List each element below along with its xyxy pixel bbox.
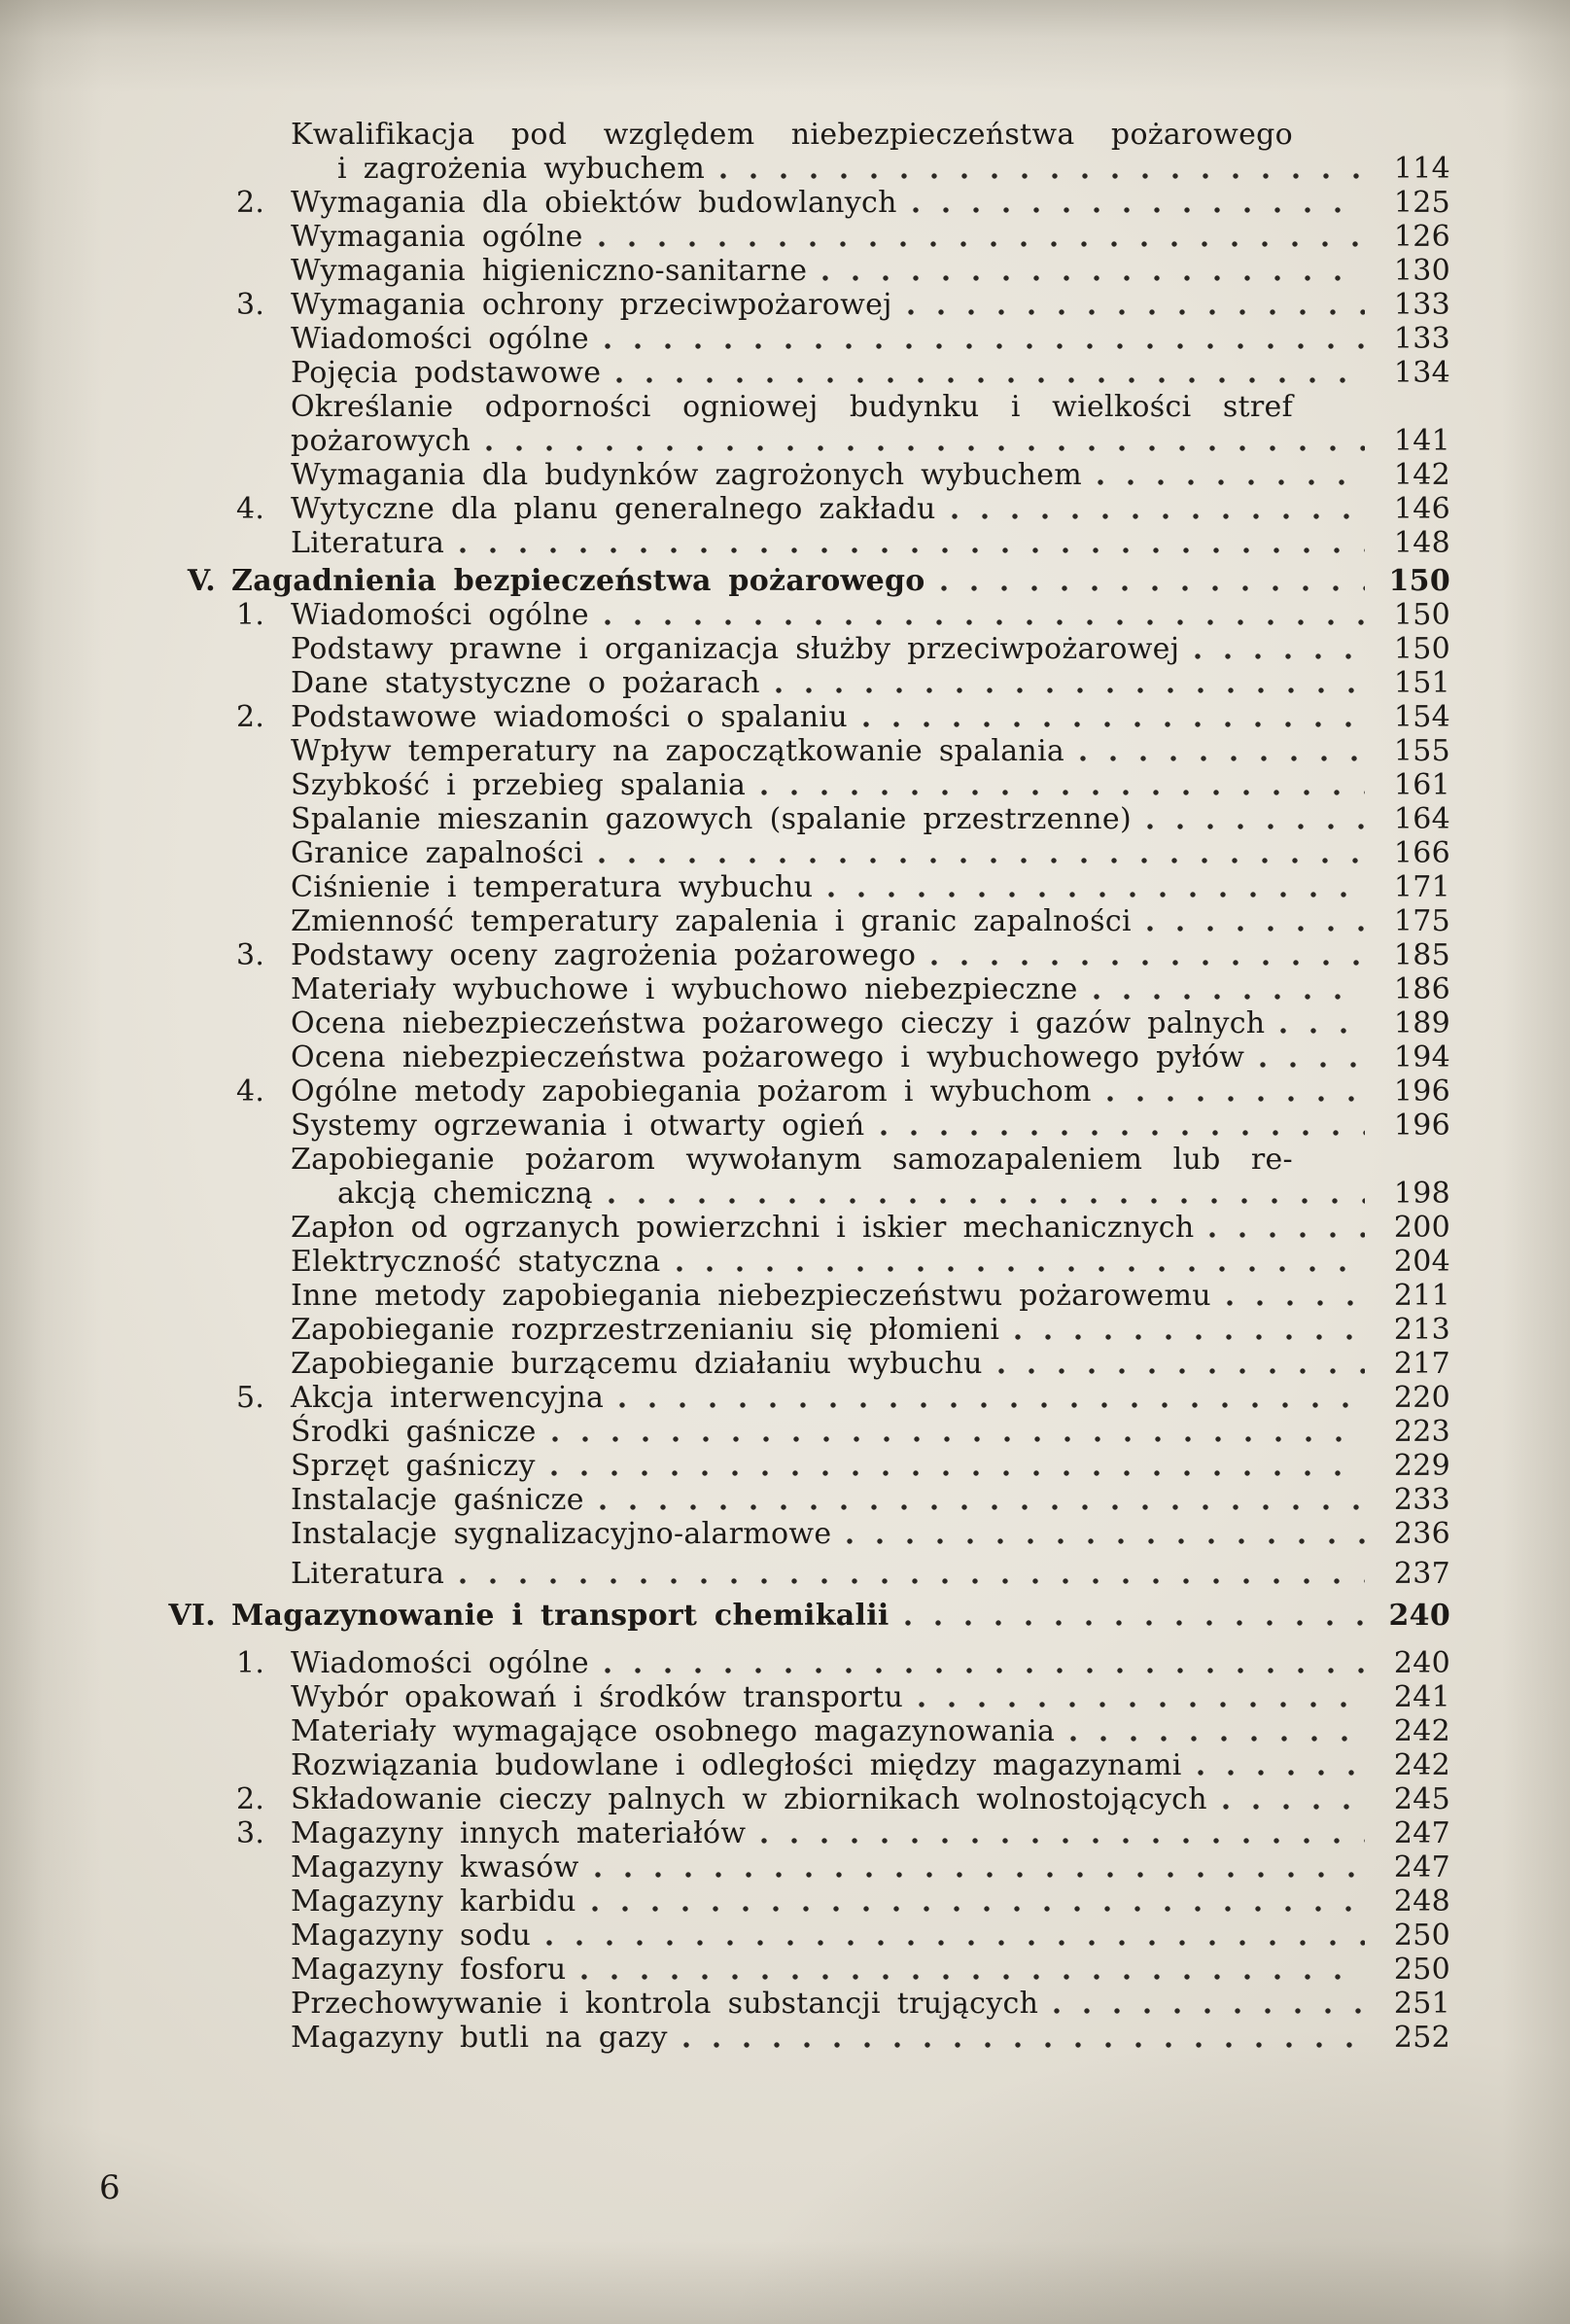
toc-row (0, 700, 1450, 734)
toc-row-page: 198 (1393, 1177, 1450, 1211)
toc-row-page: 233 (1393, 1483, 1450, 1517)
dot-leader (592, 1884, 1365, 1919)
toc-row (0, 734, 1450, 768)
toc-row-page: 148 (1393, 526, 1450, 560)
toc-row (0, 1143, 1450, 1177)
dot-leader (1209, 1211, 1365, 1245)
toc-row-page: 211 (1393, 1279, 1450, 1313)
toc-row-page: 217 (1393, 1347, 1450, 1381)
toc-row (0, 666, 1450, 700)
toc-row-title: Zagadnienia bezpieczeństwa pożarowego (231, 564, 925, 598)
toc-row-title: Wymagania dla obiektów budowlanych (291, 186, 897, 220)
toc-row-title: Magazynowanie i transport chemikalii (231, 1599, 890, 1633)
toc-row-page: 155 (1393, 734, 1450, 768)
toc-row-title: Wiadomości ogólne (291, 322, 589, 356)
dot-leader (599, 220, 1365, 254)
toc-row-title: Dane statystyczne o pożarach (291, 666, 760, 700)
toc-row-page: 194 (1393, 1040, 1450, 1074)
toc-row-page: 166 (1393, 836, 1450, 870)
toc-row-title: Elektryczność statyczna (291, 1245, 661, 1279)
toc-row-title: Wymagania ogólne (291, 220, 583, 254)
toc-row (0, 390, 1450, 424)
dot-leader (952, 492, 1365, 526)
toc-row-number: 2. (236, 1782, 265, 1816)
toc-row-page: 134 (1393, 356, 1450, 390)
toc-row (0, 870, 1450, 904)
toc-row-title: Magazyny kwasów (291, 1850, 579, 1884)
toc-row-number: 2. (236, 700, 265, 734)
toc-row-number: 1. (236, 1646, 265, 1680)
dot-leader (941, 564, 1365, 598)
toc-row-page: 125 (1393, 186, 1450, 220)
dot-leader (683, 2021, 1365, 2055)
toc-row-page: 237 (1393, 1557, 1450, 1591)
toc-row-title: Wiadomości ogólne (291, 598, 589, 632)
toc-row (0, 1884, 1450, 1919)
toc-row (0, 1245, 1450, 1279)
toc-row-page: 251 (1393, 1987, 1450, 2021)
toc-row-title: Magazyny fosforu (291, 1953, 567, 1987)
dot-leader (546, 1919, 1365, 1953)
toc-row (0, 1074, 1450, 1109)
toc-row-page: 189 (1393, 1006, 1450, 1040)
page-number: 6 (99, 2168, 121, 2207)
dot-leader (599, 836, 1365, 870)
toc-row-page: 164 (1393, 802, 1450, 836)
toc-row-title: Zapobieganie rozprzestrzenianiu się płomieni (291, 1313, 1000, 1347)
dot-leader (908, 288, 1365, 322)
toc-row-page: 250 (1393, 1953, 1450, 1987)
toc-row-title: Podstawy oceny zagrożenia pożarowego (291, 938, 917, 972)
toc-row-page: 196 (1393, 1109, 1450, 1143)
dot-leader (761, 768, 1365, 802)
toc-row (0, 564, 1450, 598)
toc-row-title: i zagrożenia wybuchem (337, 152, 706, 186)
toc-row (0, 118, 1450, 152)
dot-leader (1147, 802, 1365, 836)
toc-row (0, 1177, 1450, 1211)
toc-row-page: 133 (1393, 322, 1450, 356)
toc-row-title: Szybkość i przebieg spalania (291, 768, 747, 802)
toc-row-page: 141 (1393, 424, 1450, 458)
toc-row (0, 254, 1450, 288)
dot-leader (776, 666, 1365, 700)
dot-leader (905, 1599, 1365, 1633)
toc-row-page: 240 (1388, 1599, 1450, 1633)
toc-row-title: Granice zapalności (291, 836, 584, 870)
dot-leader (881, 1109, 1365, 1143)
toc-row-title: Wymagania higieniczno-sanitarne (291, 254, 808, 288)
toc-row-page: 146 (1393, 492, 1450, 526)
dot-leader (486, 424, 1365, 458)
toc-row-page: 242 (1393, 1748, 1450, 1782)
dot-leader (931, 938, 1365, 972)
dot-leader (998, 1347, 1365, 1381)
toc-row-title: Akcja interwencyjna (291, 1381, 605, 1415)
toc-row (0, 1714, 1450, 1748)
toc-row (0, 904, 1450, 938)
toc-row (0, 1313, 1450, 1347)
toc-row-page: 114 (1393, 152, 1450, 186)
dot-leader (1070, 1714, 1365, 1748)
toc-row-page: 220 (1393, 1381, 1450, 1415)
dot-leader (1015, 1313, 1365, 1347)
toc-row (0, 2021, 1450, 2055)
toc-row (0, 322, 1450, 356)
dot-leader (460, 1557, 1365, 1591)
toc-row-number: 5. (236, 1381, 265, 1415)
dot-leader (677, 1245, 1365, 1279)
toc-row-number: V. (187, 564, 216, 598)
toc-row-number: 3. (236, 938, 265, 972)
toc-row (0, 1040, 1450, 1074)
toc-row-title: Wybór opakowań i środków transportu (291, 1680, 904, 1714)
toc-row-page: 196 (1393, 1074, 1450, 1109)
dot-leader (1223, 1782, 1365, 1816)
toc-row-page: 175 (1393, 904, 1450, 938)
toc-row-title: Materiały wybuchowe i wybuchowo niebezpieczne (291, 972, 1078, 1006)
toc-row (0, 356, 1450, 390)
toc-row-title: Magazyny butli na gazy (291, 2021, 668, 2055)
toc-row-title: Sprzęt gaśniczy (291, 1449, 536, 1483)
toc-row (0, 972, 1450, 1006)
toc-row (0, 1211, 1450, 1245)
toc-row-page: 240 (1393, 1646, 1450, 1680)
toc-row-page: 151 (1393, 666, 1450, 700)
dot-leader (1098, 458, 1365, 492)
toc-row (0, 632, 1450, 666)
toc-row (0, 1347, 1450, 1381)
dot-leader (460, 526, 1365, 560)
toc-row (0, 1006, 1450, 1040)
dot-leader (720, 152, 1365, 186)
toc-row-title: Ogólne metody zapobiegania pożarom i wybuchom (291, 1074, 1092, 1109)
toc-row-number: 4. (236, 1074, 265, 1109)
toc-row-page: 186 (1393, 972, 1450, 1006)
toc-row-page: 242 (1393, 1714, 1450, 1748)
toc-row (0, 836, 1450, 870)
toc-row (0, 458, 1450, 492)
dot-leader (828, 870, 1365, 904)
toc-row-title: Magazyny sodu (291, 1919, 532, 1953)
toc-row-number: 1. (236, 598, 265, 632)
toc-row (0, 598, 1450, 632)
toc-row-page: 250 (1393, 1919, 1450, 1953)
toc-row-page: 213 (1393, 1313, 1450, 1347)
dot-leader (551, 1449, 1365, 1483)
toc-row-page: 133 (1393, 288, 1450, 322)
toc-row-title: akcją chemiczną (337, 1177, 593, 1211)
toc-list (0, 118, 1450, 2055)
toc-row (0, 1953, 1450, 1987)
toc-row-title: Składowanie cieczy palnych w zbiornikach wolnostojących (291, 1782, 1207, 1816)
toc-row (0, 1599, 1450, 1633)
toc-row-page: 248 (1393, 1884, 1450, 1919)
toc-row (0, 938, 1450, 972)
toc-row (0, 526, 1450, 560)
dot-leader (616, 356, 1365, 390)
toc-row (0, 1680, 1450, 1714)
dot-leader (605, 598, 1365, 632)
toc-row-page: 130 (1393, 254, 1450, 288)
toc-row-number: 4. (236, 492, 265, 526)
toc-row (0, 768, 1450, 802)
toc-row-title: Wiadomości ogólne (291, 1646, 589, 1680)
toc-row-page: 245 (1393, 1782, 1450, 1816)
toc-row-title: Wpływ temperatury na zapoczątkowanie spalania (291, 734, 1065, 768)
dot-leader (552, 1415, 1365, 1449)
toc-row (0, 152, 1450, 186)
toc-row-page: 171 (1393, 870, 1450, 904)
toc-row (0, 1987, 1450, 2021)
toc-row (0, 1919, 1450, 1953)
toc-row-page: 223 (1393, 1415, 1450, 1449)
toc-row-page: 204 (1393, 1245, 1450, 1279)
toc-row-title: Literatura (291, 1557, 445, 1591)
toc-row-number: 3. (236, 1816, 265, 1850)
dot-leader (605, 322, 1365, 356)
toc-row (0, 288, 1450, 322)
dot-leader (863, 700, 1365, 734)
dot-leader (581, 1953, 1365, 1987)
toc-row-title: Rozwiązania budowlane i odległości między magazynami (291, 1748, 1182, 1782)
toc-row-title: Inne metody zapobiegania niebezpieczeństwu pożarowemu (291, 1279, 1211, 1313)
toc-row-title: Ocena niebezpieczeństwa pożarowego i wybuchowego pyłów (291, 1040, 1245, 1074)
toc-row (0, 1517, 1450, 1551)
toc-row-page: 241 (1393, 1680, 1450, 1714)
toc-row-title: Pojęcia podstawowe (291, 356, 602, 390)
dot-leader (1198, 1748, 1365, 1782)
dot-leader (609, 1177, 1365, 1211)
toc-row (0, 1109, 1450, 1143)
toc-row-page: 229 (1393, 1449, 1450, 1483)
toc-row-number: VI. (168, 1599, 216, 1633)
toc-row-page: 200 (1393, 1211, 1450, 1245)
toc-row-title: Spalanie mieszanin gazowych (spalanie przestrzenne) (291, 802, 1132, 836)
toc-row-page: 252 (1393, 2021, 1450, 2055)
toc-row (0, 492, 1450, 526)
toc-row (0, 186, 1450, 220)
toc-row-title: Podstawowe wiadomości o spalaniu (291, 700, 848, 734)
toc-row (0, 1816, 1450, 1850)
toc-row-title: Instalacje sygnalizacyjno-alarmowe (291, 1517, 832, 1551)
dot-leader (1147, 904, 1365, 938)
toc-row-page: 154 (1393, 700, 1450, 734)
dot-leader (1094, 972, 1365, 1006)
toc-row-page: 126 (1393, 220, 1450, 254)
toc-row-page: 150 (1388, 564, 1450, 598)
toc-row (0, 1748, 1450, 1782)
dot-leader (1080, 734, 1365, 768)
toc-row (0, 1415, 1450, 1449)
dot-leader (919, 1680, 1365, 1714)
toc-row (0, 1279, 1450, 1313)
toc-row-title: Ciśnienie i temperatura wybuchu (291, 870, 814, 904)
toc-row-title: Systemy ogrzewania i otwarty ogień (291, 1109, 865, 1143)
toc-row-title: Przechowywanie i kontrola substancji trujących (291, 1987, 1039, 2021)
toc-row-title: pożarowych (291, 424, 471, 458)
toc-row-title: Zapłon od ogrzanych powierzchni i iskier mechanicznych (291, 1211, 1195, 1245)
toc-row-page: 161 (1393, 768, 1450, 802)
dot-leader (1260, 1040, 1365, 1074)
dot-leader (761, 1816, 1365, 1850)
toc-row (0, 1850, 1450, 1884)
toc-row-page: 247 (1393, 1816, 1450, 1850)
toc-row-title: Wymagania ochrony przeciwpożarowej (291, 288, 892, 322)
toc-row-number: 3. (236, 288, 265, 322)
dot-leader (619, 1381, 1365, 1415)
dot-leader (1054, 1987, 1365, 2021)
toc-row-title: Środki gaśnicze (291, 1415, 537, 1449)
toc-row-title: Kwalifikacja pod względem niebezpieczeństwa pożarowego (291, 118, 1293, 152)
dot-leader (1280, 1006, 1365, 1040)
toc-row-title: Ocena niebezpieczeństwa pożarowego cieczy i gazów palnych (291, 1006, 1266, 1040)
toc-row-title: Wymagania dla budynków zagrożonych wybuchem (291, 458, 1083, 492)
dot-leader (595, 1850, 1365, 1884)
toc-row (0, 424, 1450, 458)
toc-row (0, 1557, 1450, 1591)
toc-row (0, 802, 1450, 836)
toc-row (0, 1483, 1450, 1517)
toc-row (0, 1449, 1450, 1483)
toc-row-title: Określanie odporności ogniowej budynku i wielkości stref (291, 390, 1293, 424)
toc-row-title: Magazyny karbidu (291, 1884, 576, 1919)
toc-row-page: 150 (1393, 598, 1450, 632)
dot-leader (1107, 1074, 1365, 1109)
toc-row (0, 1782, 1450, 1816)
dot-leader (605, 1646, 1365, 1680)
toc-row-title: Materiały wymagające osobnego magazynowania (291, 1714, 1056, 1748)
toc-row-page: 150 (1393, 632, 1450, 666)
toc-row-title: Zmienność temperatury zapalenia i granic zapalności (291, 904, 1132, 938)
dot-leader (913, 186, 1365, 220)
toc-row (0, 1646, 1450, 1680)
toc-row-number: 2. (236, 186, 265, 220)
dot-leader (847, 1517, 1365, 1551)
toc-row-title: Magazyny innych materiałów (291, 1816, 747, 1850)
dot-leader (822, 254, 1365, 288)
toc-row-title: Literatura (291, 526, 445, 560)
toc-row-title: Podstawy prawne i organizacja służby przeciwpożarowej (291, 632, 1180, 666)
toc-row-page: 185 (1393, 938, 1450, 972)
toc-row (0, 220, 1450, 254)
toc-row (0, 1381, 1450, 1415)
toc-row-title: Zapobieganie pożarom wywołanym samozapaleniem lub re- (291, 1143, 1293, 1177)
dot-leader (1227, 1279, 1365, 1313)
toc-row-title: Zapobieganie burzącemu działaniu wybuchu (291, 1347, 983, 1381)
toc-row-page: 236 (1393, 1517, 1450, 1551)
toc-row-page: 142 (1393, 458, 1450, 492)
toc-row-title: Instalacje gaśnicze (291, 1483, 584, 1517)
toc-row-page: 247 (1393, 1850, 1450, 1884)
dot-leader (600, 1483, 1365, 1517)
toc-row-title: Wytyczne dla planu generalnego zakładu (291, 492, 936, 526)
dot-leader (1195, 632, 1365, 666)
